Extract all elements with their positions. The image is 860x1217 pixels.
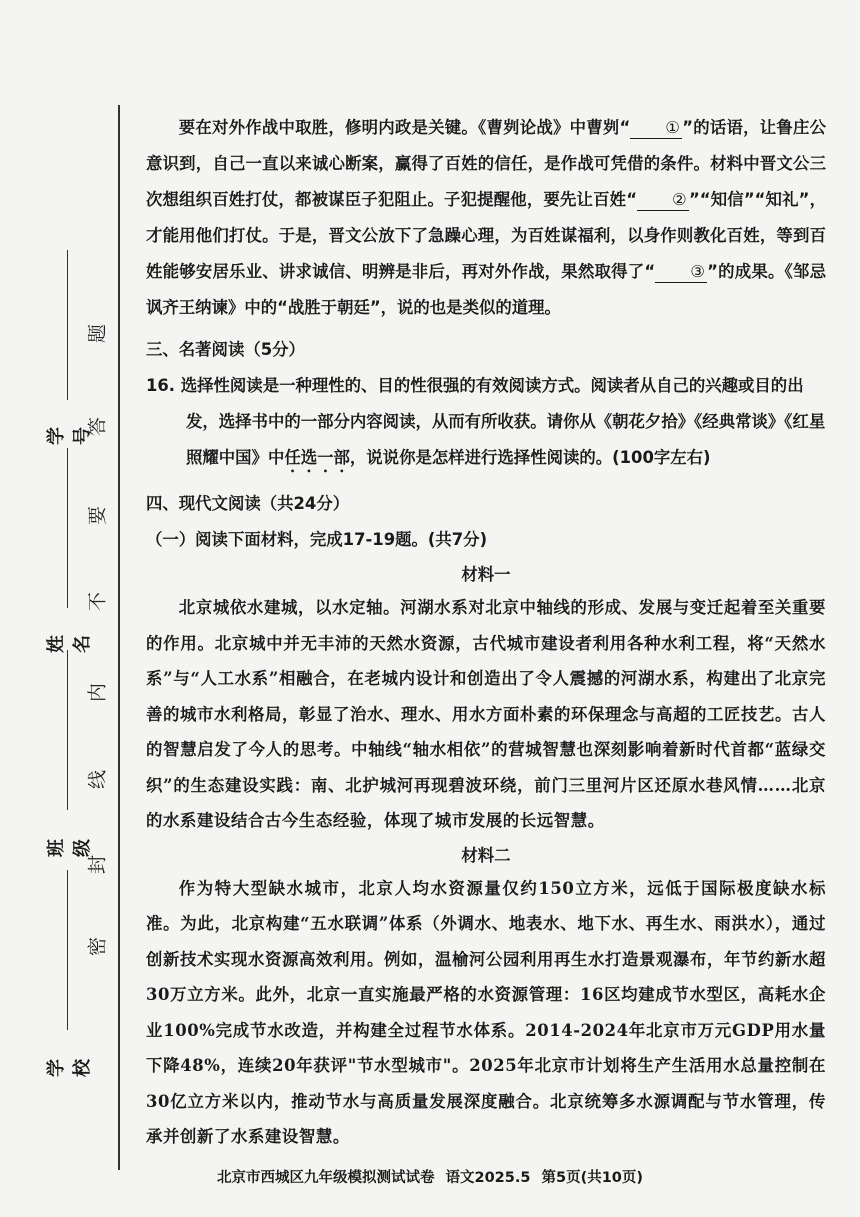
binding-info-column [46,0,93,1217]
student-id-field-line[interactable] [67,250,68,400]
question-16 [146,368,826,476]
student-id-label: 学号 [46,427,93,445]
section-heading-3: 三、名著阅读（5分） [146,340,305,359]
class-field-line[interactable] [67,650,68,810]
intro-text: 要在对外作战中取胜，修明内政是关键。《曹刿论战》中曹刿“ [178,118,631,137]
answer-blank-2[interactable]: ② [637,190,689,211]
material-1-title: 材料一 [461,565,511,584]
answer-blank-1[interactable]: ① [630,118,682,139]
name-label: 姓名 [46,635,93,653]
material-2-title: 材料二 [461,845,511,865]
intro-text: ”的成果。《邹忌讽齐王纳谏》中的“战胜于朝廷”，说的也是类似的道理。 [146,262,826,317]
seal-char: 答 [86,417,109,437]
emphasis-text: 任选一部 [284,448,350,467]
intro-text: ”“知信”“知礼”，才能用他们打仗。于是，晋文公放下了急躁心理，为百姓谋福利，以身作则教化百姓，等到百姓能够安居乐业、讲求诚信、明辨是非后，再对外作战，果然取得了“ [146,190,826,281]
sub-heading-1: （一）阅读下面材料，完成17-19题。(共7分) [146,530,488,549]
school-label: 学校 [46,1059,93,1077]
seal-notice-column [84,0,108,1217]
section-heading-4: 四、现代文阅读（共24分） [146,494,350,513]
seal-char: 不 [86,592,109,612]
question-text: 16. 选择性阅读是一种理性的、目的性很强的有效阅读方式。阅读者从自己的兴趣或目的出发，选择书中的一部分内容阅读，从而有所收获。请你从《朝花夕拾》《经典常谈》《红星照耀中国》中 [146,376,826,467]
school-field-line[interactable] [67,870,68,1030]
intro-text: ”的话语，让鲁庄公意识到，自己一直以来诚心断案，赢得了百姓的信任，是作战可凭借的条件。材料中晋文公三次想组织百姓打仗，都被谋臣子犯阻止。子犯提醒他，要先让百姓“ [146,118,826,209]
page-footer: 北京市西城区九年级模拟测试试卷 语文2025.5 第5页(共10页) [216,1170,644,1186]
seal-char: 密 [86,937,109,957]
class-label: 班级 [46,839,93,857]
seal-char: 要 [86,506,109,526]
material-2-text: 作为特大型缺水城市，北京人均水资源量仅约150立方米，远低于国际极度缺水标准。为此，北京构建“五水联调”体系（外调水、地表水、地下水、再生水、雨洪水），通过创新技术实现水资源高效利用。例如，温榆河公园利用再生水打造景观瀑布，年节约新水超30万立方米。此外，北京一直实施最严格的水资源管理：16区均建成节水型区，高耗水企业100%完成节水改造，并构建全过程节水体系。2014-2024年北京市万元GDP用水量下降48%，连续20年获评"节水型城市"。2025年北京市计划将生产生活用水总量控制在30亿立方米以内，推动节水与高质量发展深度融合。北京统筹多水源调配与节水管理，传承并创新了水系建设智慧。 [146,878,826,1146]
page-content [146,110,826,1155]
intro-paragraph [146,110,826,326]
seal-char: 线 [86,770,109,790]
seal-char: 封 [86,855,109,875]
material-1-text: 北京城依水建城，以水定轴。河湖水系对北京中轴线的形成、发展与变迁起着至关重要的作用。北京城中并无丰沛的天然水资源，古代城市建设者利用各种水利工程，将“天然水系”与“人工水系”相融合，在老城内设计和创造出了令人震撼的河湖水系，构建出了北京完善的城市水利格局，彰显了治水、理水、用水方面朴素的环保理念与高超的工匠技艺。古人的智慧启发了今人的思考。中轴线“轴水相依”的营城智慧也深刻影响着新时代首都“蓝绿交织”的生态建设实践：南、北护城河再现碧波环绕，前门三里河片区还原水巷风情……北京的水系建设结合古今生态经验，体现了城市发展的长远智慧。 [146,598,826,830]
name-field-line[interactable] [67,448,68,608]
answer-blank-3[interactable]: ③ [655,262,707,283]
seal-char: 内 [86,683,109,703]
question-text: ，说说你是怎样进行选择性阅读的。(100字左右) [349,448,711,467]
binding-line [118,105,120,1170]
seal-char: 题 [86,324,109,344]
